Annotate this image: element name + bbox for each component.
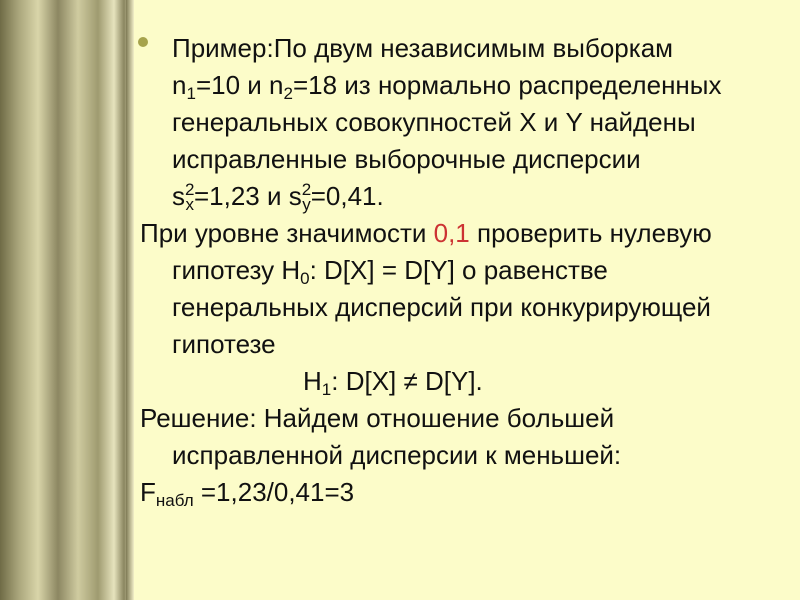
alternative-hypothesis: $H_1$: D[X] ≠ D[Y].	[303, 366, 483, 399]
populations-line: генеральных совокупностей X и Y найдены	[172, 107, 696, 137]
variances-line: исправленные выборочные дисперсии	[172, 144, 641, 174]
significance-level: 0,1	[433, 218, 470, 248]
side-bar-edge	[126, 0, 134, 600]
slide-content	[140, 30, 790, 511]
hypothesis-paragraph: При уровне значимости 0,1 проверить нулевую гипотезу $H_0$: D[X] = D[Y] о равенстве генеральных дисперсий при конкурирующей гипотезе	[140, 218, 712, 359]
example-intro: По двум независимым выборкам	[273, 33, 674, 63]
solution-paragraph: Решение: Найдем отношение большей исправленной дисперсии к меньшей:	[140, 403, 622, 470]
example-label: Пример:	[172, 33, 274, 63]
decorative-side-bar	[0, 0, 133, 600]
f-statistic: $F_{набл} =1,23/0,41=3$	[140, 477, 355, 510]
example-paragraph: Пример:По двум независимым выборкам $n_1=10$ и $n_2=18$ из нормально распределенных генеральных совокупностей X и Y найдены исправленные выборочные дисперсии $s^2_x=1,23$ и $s^2_y=0,41$.	[172, 33, 722, 214]
